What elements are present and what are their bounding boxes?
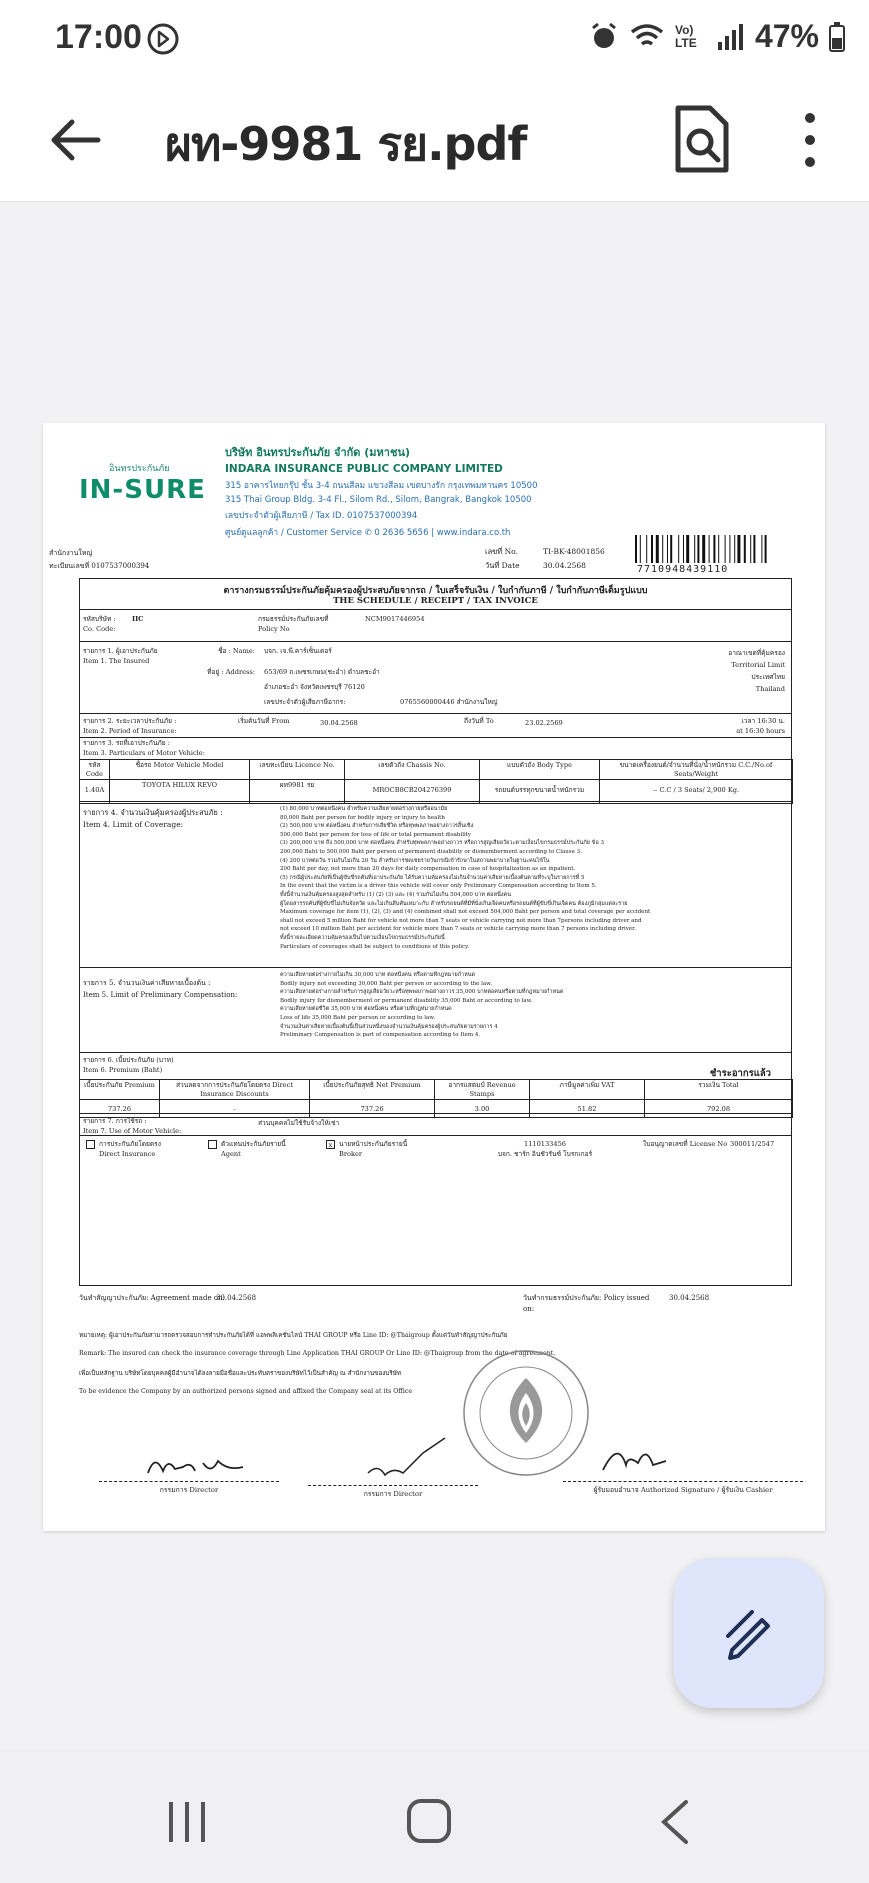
director-label-2: กรรมการ Director — [308, 1485, 478, 1499]
insured-item: รายการ 1. ผู้เอาประกันภัย Item 1. The Insured — [83, 647, 158, 665]
director-label-1: กรรมการ Director — [99, 1481, 279, 1495]
coverage-line: (4) 200 บาทต่อวัน รวมกันไม่เกิน 20 วัน สำหรับการชดเชยรายวันกรณีเข้ารักษาในสถานพยาบาลในฐานะคนไข้ใน — [280, 857, 550, 864]
coverage-line: not exceed 10 million Baht per accident for vehicle more than 7 seats or vehicle carrying more than 7 persons including driver. — [280, 926, 636, 933]
preliminary-item: รายการ 5. จำนวนเงินค่าเสียหายเบื้องต้น : Item 5. Limit of Preliminary Compensation: — [83, 979, 238, 999]
preliminary-line: Bodily injury for dismemberment or permanent disability 35,000 Baht or according to law. — [280, 997, 533, 1004]
document-title: ผท-9981 รย.pdf — [165, 117, 527, 171]
signal-icon — [717, 22, 745, 52]
company-code-label: รหัสบริษัท : Co. Code: — [83, 615, 116, 633]
company-info — [225, 443, 605, 539]
home-icon[interactable] — [406, 1798, 452, 1844]
premium-header-cell: เบี้ยประกันภัยสุทธิ Net Premium — [310, 1080, 435, 1100]
battery-percent: 47% — [754, 18, 819, 54]
edit-pen-icon — [722, 1606, 776, 1660]
premium-header-cell: อากรแสตมป์ Revenue Stamps — [435, 1080, 530, 1100]
director-signature-2 — [363, 1433, 453, 1483]
premium-cell: - — [160, 1100, 310, 1118]
license-label: ใบอนุญาตเลขที่ License No — [643, 1140, 728, 1148]
coverage-line: Particulars of coverages shall be subject to conditions of this policy. — [280, 943, 470, 950]
company-name-th: บริษัท อินทรประกันภัย จำกัด (มหาชน) — [225, 446, 410, 459]
coverage-line: shall not exceed 5 million Baht for vehicle not more than 7 seats or vehicle carrying not more than 7persons including driver and — [280, 917, 642, 924]
period-to: 23.02.2569 — [525, 719, 563, 727]
company-address-th: 315 อาคารไทยกรุ๊ป ชั้น 3-4 ถนนสีลม แขวงสีลม เขตบางรัก กรุงเทพมหานคร 10500 — [225, 481, 538, 491]
head-office — [49, 547, 149, 573]
coverage-line: In the event that the victim is a driver this vehicle will cover only Preliminary Compensation according to Item 5. — [280, 883, 597, 890]
evidence-en: To be evidence the Company by an authorized persons signed and affixed the Company seal at its Office — [79, 1388, 413, 1395]
status-bar — [0, 0, 869, 82]
director-signature-1 — [143, 1443, 253, 1483]
premium-header-cell: รวมเงิน Total — [645, 1080, 793, 1100]
date-label: วันที่ Date — [485, 561, 520, 570]
vehicle-header-cell: แบบตัวถัง Body Type — [480, 760, 600, 780]
logo-main-text: IN-SURE — [79, 475, 206, 505]
premium-data-row — [80, 1100, 793, 1118]
vehicle-table — [79, 759, 793, 804]
vehicle-data-row — [80, 780, 793, 804]
alarm-icon — [589, 22, 619, 52]
evidence-th: เพื่อเป็นหลักฐาน บริษัทโดยบุคคลผู้มีอำนาจได้ลงลายมือชื่อและประทับตราของบริษัทไว้เป็นสำคัญ ณ สำนักงานของบริษัท — [79, 1370, 402, 1377]
coverage-line: (5) กรณีผู้ประสบภัยที่เป็นผู้ขับขี่รถคันที่เอาประกันภัย ได้รับความคุ้มครองไม่เกินจำนวนค่าเสียหายเบื้องต้นตามที่ระบุในรายการที่ 5 — [280, 874, 585, 881]
coverage-line: 200,000 Baht to 500,000 Baht per person of permanent disability or dismemberment according to Clause 3. — [280, 848, 582, 855]
navigation-arrow-icon — [146, 22, 180, 56]
premium-cell: 737.26 — [80, 1100, 160, 1118]
premium-cell: 792.08 — [645, 1100, 793, 1118]
agent-option: ตัวแทนประกันภัยรายนี้ Agent — [208, 1140, 286, 1159]
more-options-icon[interactable] — [790, 108, 830, 172]
vehicle-header-cell: เลขตัวถัง Chassis No. — [345, 760, 480, 780]
barcode-icon — [635, 535, 795, 563]
preliminary-line: ความเสียหายต่อร่างกายสำหรับการสูญเสียอวัยวะหรือทุพพลภาพอย่างถาวร 35,000 บาทต่อคนหรือตามที่กฎหมายกำหนด — [280, 989, 564, 996]
period-from-label: เริ่มต้นวันที่ From — [238, 717, 290, 725]
search-document-icon[interactable] — [670, 104, 734, 174]
company-logo — [79, 461, 206, 505]
use-item: รายการ 7. การใช้รถ : Item 7. Use of Motor Vehicle: — [83, 1117, 182, 1135]
document-number-block — [485, 545, 605, 573]
vehicle-cell: TOYOTA HILUX REVO — [110, 780, 250, 804]
agreement-label: วันทำสัญญาประกันภัย: Agreement made on: — [79, 1294, 225, 1302]
coverage-line: 80,000 Baht per person for bodily injury or injury to health — [280, 814, 445, 821]
period-item: รายการ 2. ระยะเวลาประกันภัย : Item 2. Period of Insurance: — [83, 717, 177, 735]
remark-en: Remark: The insured can check the insurance coverage through Line Application THAI GROUP Or Line ID: @Thaigroup from the date of agreement. — [79, 1350, 556, 1357]
use-value: ส่วนบุคคลไม่ใช้รับจ้างให้เช่า — [258, 1119, 340, 1127]
coverage-item: รายการ 4. จำนวนเงินคุ้มครองผู้ประสบภัย : Item 4. Limit of Coverage: — [83, 808, 223, 829]
hq-line1: สำนักงานใหญ่ — [49, 549, 93, 557]
company-code: IIC — [132, 615, 144, 623]
vehicle-header-cell: เลขทะเบียน Licence No. — [250, 760, 345, 780]
authorized-signature — [598, 1435, 668, 1475]
period-time: เวลา 16:30 น. at 16:30 hours — [736, 717, 785, 735]
company-seal-icon — [461, 1348, 591, 1478]
company-name-en: INDARA INSURANCE PUBLIC COMPANY LIMITED — [225, 463, 503, 475]
hq-line2: ทะเบียนเลขที่ 0107537000394 — [49, 562, 150, 570]
preliminary-line: Preliminary Compensation is part of compensation according to Item 4. — [280, 1032, 481, 1039]
system-nav-bar — [0, 1750, 869, 1883]
back-nav-icon[interactable] — [658, 1798, 692, 1846]
status-time: 17:00 — [55, 18, 142, 56]
vehicle-header-cell: รหัส Code — [80, 760, 110, 780]
period-to-label: ถึงวันที่ To — [464, 717, 494, 725]
company-address-en: 315 Thai Group Bldg. 3-4 Fl., Silom Rd., Silom, Bangrak, Bangkok 10500 — [225, 495, 532, 505]
direct-insurance-option: การประกันภัยโดยตรง Direct Insurance — [86, 1140, 161, 1159]
insured-taxid-label: เลขประจำตัวผู้เสียภาษีอากร: — [264, 698, 346, 706]
back-arrow-icon[interactable] — [48, 112, 104, 168]
app-bar — [0, 82, 869, 202]
vehicle-header-cell: ขนาดเครื่องยนต์/จำนวนที่นั่ง/น้ำหนักรวม C.C./No.of Seats/Weight — [600, 760, 793, 780]
insured-address-1: 653/69 ถ.เพชรเกษม(ชะอำ) ตำบลชะอำ — [264, 668, 380, 676]
battery-icon — [829, 22, 845, 52]
coverage-line: (2) 500,000 บาท ต่อหนึ่งคน สำหรับการเสียชีวิต หรือทุพพลภาพอย่างถาวรสิ้นเชิง — [280, 823, 474, 830]
coverage-line: ทั้งนี้รายละเอียดความคุ้มครองเป็นไปตามเงื่อนไขกรมธรรม์ประกันภัยนี้ — [280, 934, 445, 941]
license-number: 300011/2547 — [730, 1140, 775, 1148]
preliminary-details — [280, 971, 790, 1040]
stamp-duty-paid: ชำระอากรแล้ว — [709, 1068, 771, 1079]
company-service: ศูนย์ดูแลลูกค้า / Customer Service ✆ 0 2636 5656 | www.indara.co.th — [225, 528, 511, 538]
doc-date: 30.04.2568 — [543, 561, 586, 570]
period-from: 30.04.2568 — [320, 719, 358, 727]
status-icons — [589, 18, 845, 55]
schedule-title-th: ตารางกรมธรรม์ประกันภัยคุ้มครองผู้ประสบภัยจากรถ / ใบเสร็จรับเงิน / ใบกำกับภาษี / ใบกำกับภาษีเต็มรูปแบบ — [223, 586, 648, 596]
premium-header-cell: เบี้ยประกันภัย Premium — [80, 1080, 160, 1100]
premium-cell: 3.00 — [435, 1100, 530, 1118]
agreement-date: 30.04.2568 — [216, 1294, 257, 1302]
issued-label: วันทำกรมธรรม์ประกันภัย: Policy issued on: — [523, 1294, 650, 1313]
doc-no: TI-BK-48001856 — [543, 547, 605, 556]
schedule-frame — [79, 578, 792, 1286]
vehicle-cell: MROCB8CB204276399 — [345, 780, 480, 804]
policy-label: กรมธรรม์ประกันภัยเลขที่ Policy No — [258, 615, 329, 633]
insured-name-label: ชื่อ : Name: — [218, 647, 255, 655]
edit-fab-button[interactable] — [674, 1558, 824, 1708]
preliminary-line: จำนวนเงินค่าเสียหายเบื้องต้นนี้เป็นส่วนหนึ่งของจำนวนเงินคุ้มครองผู้ประสบภัยตามรายการ 4 — [280, 1023, 498, 1030]
broker-details: 1110133456 บจก. ชาร์ก อินชัวรันซ์ โบรกเกอร์ — [497, 1140, 593, 1158]
remark-th: หมายเหตุ: ผู้เอาประกันภัยสามารถตรวจสอบการทำประกันภัยได้ที่ แอพพลิเคชั่นไลน์ THAI GROUP หรือ Line ID: @Thaigroup ตั้งแต่วันทำสัญญาประกันภัย — [79, 1332, 508, 1339]
premium-cell: 51.82 — [530, 1100, 645, 1118]
premium-header-cell: ภาษีมูลค่าเพิ่ม VAT — [530, 1080, 645, 1100]
authorized-label: ผู้รับมอบอำนาจ Authorized Signature / ผู้รับเงิน Cashier — [563, 1481, 803, 1495]
insured-name: บจก. เจ.พี.คาร์เซ็นเตอร์ — [264, 647, 332, 655]
vehicle-cell: ผท9981 รย — [250, 780, 345, 804]
company-tax-id: เลขประจำตัวผู้เสียภาษี / Tax ID. 0107537000394 — [225, 511, 418, 521]
recent-apps-icon[interactable] — [165, 1800, 209, 1844]
coverage-line: 200 Baht per day, not more than 20 days for daily compensation in case of hospitalization as an inpatient. — [280, 866, 576, 873]
network-type-text: Vo) LTE — [674, 22, 697, 50]
coverage-line: Maximum coverage for item (1), (2), (3) and (4) combined shall not exceed 504,000 Baht per person and total coverage per accident — [280, 909, 651, 916]
doc-no-label: เลขที่ No. — [485, 547, 518, 556]
coverage-line: ผู้โดยสารรถคันที่ผู้ขับขี่ไม่เกินจังหวัด และไม่เกินสิบคันเหมาะกับ สำหรับรถยนต์ที่มีที่นั่งเกินเจ็ดคนหรือรถยนต์ที่ผู้ขับขี่เกินเจ็ดคน ต้องภูมิกลุ่มแต่ละราย — [280, 900, 628, 907]
broker-option: x นายหน้าประกันภัยรายนี้ Broker — [326, 1140, 407, 1159]
barcode-number: 7710948439110 — [637, 564, 729, 575]
preliminary-line: Loss of life 35,000 Baht per person or according to law. — [280, 1014, 436, 1021]
schedule-title-en: THE SCHEDULE / RECEIPT / TAX INVOICE — [333, 596, 538, 606]
wifi-icon — [629, 22, 665, 52]
broker-checkbox: x — [326, 1140, 335, 1149]
preliminary-line: Bodily injury not exceeding 30,000 Baht per person or according to the law. — [280, 980, 492, 987]
vehicle-cell: 1.40A — [80, 780, 110, 804]
vehicle-cell: -- C.C / 3 Seats/ 2,900 Kg. — [600, 780, 793, 804]
coverage-line: ทั้งนี้จำนวนเงินคุ้มครองสูงสุดสำหรับ (1) (2) (3) และ (4) รวมกันไม่เกิน 504,000 บาท ต่อหนึ่งคน — [280, 891, 511, 898]
premium-item: รายการ 6. เบี้ยประกันภัย (บาท) Item 6. Premium (Baht) — [83, 1056, 174, 1074]
premium-header-cell: ส่วนลดจากการประกันภัยโดยตรง Direct Insurance Discounts — [160, 1080, 310, 1100]
vehicle-cell: รถยนต์บรรทุกขนาดน้ำหนักรวม — [480, 780, 600, 804]
coverage-details — [280, 805, 790, 951]
coverage-line: (1) 80,000 บาทต่อหนึ่งคน สำหรับความเสียหายต่อร่างกายหรืออนามัย — [280, 806, 448, 812]
pdf-page — [43, 423, 825, 1531]
insured-address-label: ที่อยู่ : Address: — [207, 668, 255, 676]
vehicle-item: รายการ 3. รถที่เอาประกันภัย : Item 3. Particulars of Motor Vehicle: — [83, 739, 205, 757]
insured-taxid: 0765560000446 สำนักงานใหญ่ — [400, 698, 498, 706]
policy-number: NCM9017446954 — [365, 615, 425, 623]
territory: อาณาเขตที่คุ้มครอง Territorial Limit ประเทศไทย Thailand — [728, 649, 785, 693]
coverage-line: (3) 200,000 บาท ถึง 500,000 บาท ต่อหนึ่งคน สำหรับทุพพลภาพอย่างถาวร หรือการสูญเสียอวัยวะตามเงื่อนไขกรมธรรม์ประกันภัย ข้อ 3 — [280, 840, 604, 847]
vehicle-header-cell: ชื่อรถ Motor Vehicle Model — [110, 760, 250, 780]
vehicle-header-row — [80, 760, 793, 780]
issued-date: 30.04.2568 — [669, 1294, 710, 1302]
premium-header-row — [80, 1080, 793, 1100]
logo-small-text: อินทรประกันภัย — [109, 464, 170, 474]
preliminary-line: ความเสียหายต่อร่างกายไม่เกิน 30,000 บาท ต่อหนึ่งคน หรือตามที่กฎหมายกำหนด — [280, 972, 476, 978]
preliminary-line: ความเสียหายต่อชีวิต 35,000 บาท ต่อหนึ่งคน หรือตามที่กฎหมายกำหนด — [280, 1006, 452, 1013]
coverage-line: 500,000 Baht per person for loss of life or total permanent disability — [280, 831, 472, 838]
insured-address-2: อำเภอชะอำ จังหวัดเพชรบุรี 76120 — [264, 683, 365, 691]
premium-cell: 737.26 — [310, 1100, 435, 1118]
